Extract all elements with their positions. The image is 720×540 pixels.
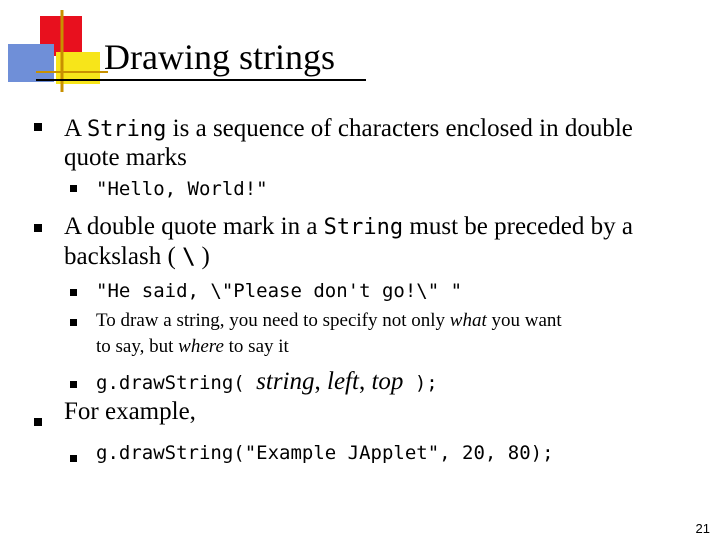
sub-bullet-draw-explanation: To draw a string, you need to specify not only what you want [96, 310, 562, 331]
bullet-1-text: A String is a sequence of characters enclosed in double [64, 115, 633, 142]
bullet-square-icon [34, 418, 42, 426]
sub-bullet-example-call: g.drawString("Example JApplet", 20, 80); [96, 442, 554, 464]
bullet-2-text-line2: backslash ( \ ) [64, 243, 210, 270]
bullet-3-text: For example, [64, 398, 196, 425]
sub-bullet-draw-explanation-line2: to say, but where to say it [96, 336, 289, 357]
sub-bullet-square-icon [70, 381, 77, 388]
bullet-square-icon [34, 123, 42, 131]
slide-title: Drawing strings [104, 37, 335, 77]
slide-logo [0, 0, 110, 100]
sub-bullet-square-icon [70, 455, 77, 462]
sub-bullet-hello-world: "Hello, World!" [96, 178, 268, 200]
bullet-1-text-line2: quote marks [64, 144, 187, 171]
bullet-square-icon [34, 224, 42, 232]
logo-blue-square [8, 44, 54, 82]
title-underline [36, 79, 366, 81]
sub-bullet-escaped-quote: "He said, \"Please don't go!\" " [96, 280, 463, 302]
sub-bullet-drawstring-signature: g.drawString( string, left, top ); [96, 368, 438, 395]
sub-bullet-square-icon [70, 185, 77, 192]
sub-bullet-square-icon [70, 289, 77, 296]
bullet-2-text: A double quote mark in a String must be preceded by a [64, 213, 633, 240]
sub-bullet-square-icon [70, 319, 77, 326]
page-number: 21 [695, 521, 710, 536]
